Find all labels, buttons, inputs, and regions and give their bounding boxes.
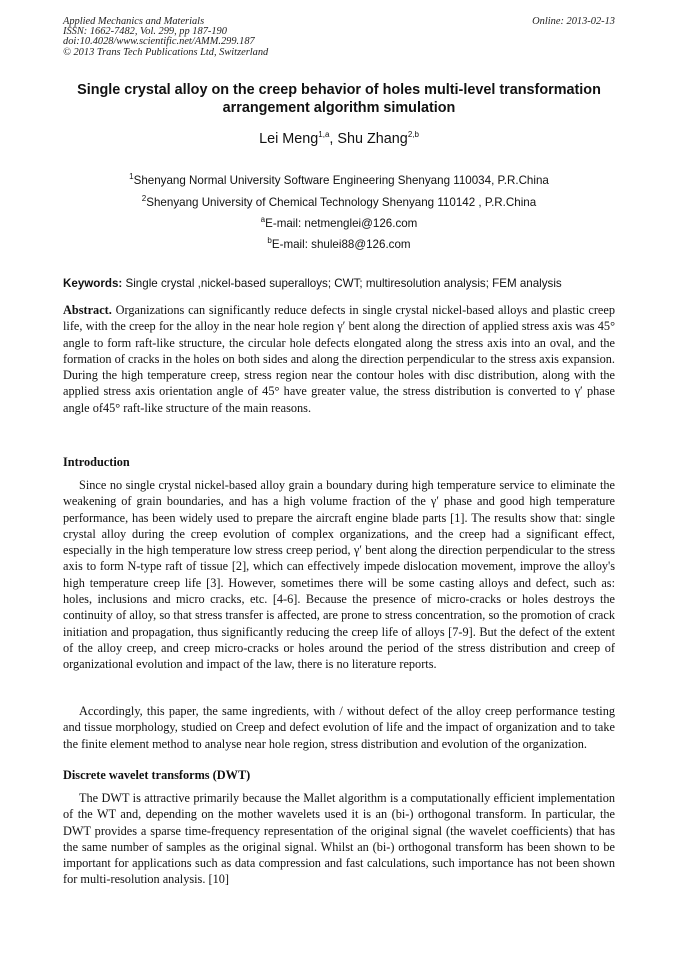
paragraph: The DWT is attractive primarily because the Mallet algorithm is a computationally efficient implementation of the WT and, depending on the mother wavelets used it is an (bi-) orthogonal transform. In particular, the DWT provides a sparse time-frequency representation of the original signal (the wavelet coefficients) that has the same number of samples as the original signal. Whilst an (bi-) orthogonal transform has been shown to be important for applications such as data compression and fast calculations, such importance has not been shown for multi-resolution analysis. [10] <box>63 791 615 887</box>
author-affiliation-mark: 2,b <box>407 130 419 140</box>
doi-line: doi:10.4028/www.scientific.net/AMM.299.187 <box>63 36 255 48</box>
abstract <box>63 302 615 416</box>
journal-name: Applied Mechanics and Materials <box>63 16 205 27</box>
abstract-label: Abstract. <box>63 303 112 317</box>
abstract-text: Organizations can significantly reduce defects in single crystal nickel-based alloys and plastic creep life, with the creep for the alloy in the near hole region γ′ bent along the direction of applied stress axis was 45° angle to form raft-like structure, the circular hole defects elongated along the stress axis into an oval, and the formation of cracks in the holes on both sides and along the direction perpendicular to the stress axis expansion. During the high temperature creep, stress region near the contour holes with disc distribution, along with the applied stress axis orientation angle of 45° have greater value, the stress distribution is converted to γ′ phase angle of45° raft-like structure of the main reasons. <box>63 303 615 415</box>
section-heading-introduction: Introduction <box>63 455 130 469</box>
affiliation-mark: 2 <box>141 194 147 204</box>
email-mark: a <box>260 215 266 225</box>
paragraph: Accordingly, this paper, the same ingredients, with / without defect of the alloy creep performance testing and tissue morphology, studied on Creep and defect evolution of life and the impact of organization and to take the finite element method to analyse near hole region, stress distribution and evolution of the organization. <box>63 704 615 751</box>
affiliation-text: Shenyang University of Chemical Technology Shenyang 110142 , P.R.China <box>146 196 537 209</box>
author-list <box>0 129 678 149</box>
affiliation-2 <box>0 196 678 210</box>
keywords-label: Keywords: <box>63 277 123 290</box>
online-date: Online: 2013-02-13 <box>532 16 615 27</box>
author-name: Lei Meng <box>259 131 319 147</box>
paper-title: Single crystal alloy on the creep behavior of holes multi-level transformation arrangement algorithm simulation <box>77 82 601 116</box>
author-affiliation-mark: 1,a <box>318 130 330 140</box>
email-text: E-mail: shulei88@126.com <box>271 238 411 251</box>
affiliation-text: Shenyang Normal University Software Engineering Shenyang 110034, P.R.China <box>133 174 549 187</box>
affiliation-mark: 1 <box>129 172 134 182</box>
email-a <box>0 217 678 231</box>
keywords <box>63 277 615 291</box>
email-mark: b <box>267 236 272 246</box>
affiliation-1 <box>0 174 678 188</box>
issn-line: ISSN: 1662-7482, Vol. 299, pp 187-190 <box>63 26 227 38</box>
copyright-line: © 2013 Trans Tech Publications Ltd, Switzerland <box>63 46 269 58</box>
email-b <box>0 238 678 252</box>
paragraph: Since no single crystal nickel-based alloy grain a boundary during high temperature service to eliminate the weakening of grain boundaries, and has a high volume fraction of the γ′ phase and good high temperature performance, has been widely used to prepare the aircraft engine blade parts [1]. The results show that: single crystal alloy during the creep evolution of complex organizations, and the creep had a significant effect, especially in the high temperature low stress creep period, γ′ bent along the direction perpendicular to the stress axis to form N-type raft of tissue [2], which can effectively impede dislocation movement, improve the alloy's high temperature creep life [3]. However, sometimes there will be some casting alloys and defect, such as: holes, inclusions and micro cracks, etc. [4-6]. Because the presence of micro-cracks or holes destroys the continuity of alloy, so that stress transfer is affected, are prone to stress concentration, so the promotion of crack initiation and propagation, thus significantly reducing the creep life of alloys [7-9]. But the defect of the extent of the alloy creep, and creep micro-cracks or holes around the period of the stress distribution and creep of organizational evolution and impact of the law, there is no literature reports. <box>63 478 615 672</box>
author-separator: , <box>329 131 338 147</box>
journal-header <box>63 17 615 58</box>
email-text: E-mail: netmenglei@126.com <box>265 217 418 230</box>
section-heading-dwt: Discrete wavelet transforms (DWT) <box>63 768 251 782</box>
author-name: Shu Zhang <box>337 131 408 147</box>
keywords-text: Single crystal ,nickel-based superalloys; CWT; multiresolution analysis; FEM analysis <box>122 277 562 290</box>
